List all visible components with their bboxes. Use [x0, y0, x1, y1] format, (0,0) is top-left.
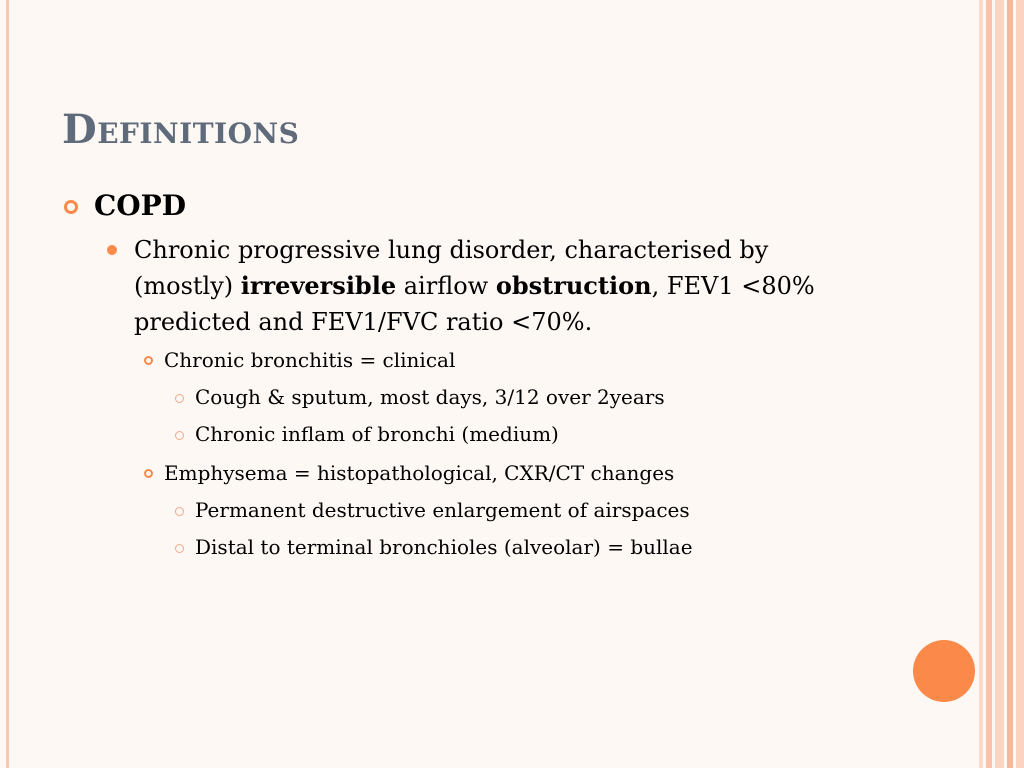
right-stripe	[1007, 0, 1013, 768]
slide-content	[62, 184, 862, 566]
irreversible-bold: irreversible	[240, 271, 397, 300]
subtype-label: Chronic bronchitis = clinical	[164, 348, 456, 372]
dot-bullet-icon	[107, 245, 117, 255]
bullet-level4	[62, 416, 862, 453]
left-border-line	[6, 0, 9, 768]
right-stripe	[1016, 0, 1024, 768]
definition-text: Chronic progressive lung disorder, characterised by (mostly) irreversible airflow obstruction, FEV1 <80% predicted and FEV1/FVC ratio <70%.	[134, 236, 815, 336]
subtype-label: Emphysema = histopathological, CXR/CT changes	[164, 461, 675, 485]
bullet-level4	[62, 492, 862, 529]
bullet-level3	[62, 342, 862, 379]
right-stripe	[979, 0, 983, 768]
subtype-detail: Distal to terminal bronchioles (alveolar) = bullae	[195, 535, 693, 559]
ring-bullet-icon	[64, 200, 78, 214]
subtype-detail: Chronic inflam of bronchi (medium)	[195, 422, 559, 446]
light-ring-bullet-icon	[175, 544, 184, 553]
right-stripe	[986, 0, 992, 768]
bullet-level3	[62, 455, 862, 492]
bullet-level4	[62, 379, 862, 416]
subtype-detail: Cough & sputum, most days, 3/12 over 2years	[195, 385, 665, 409]
copd-heading: COPD	[94, 189, 187, 222]
bullet-level4	[62, 529, 862, 566]
bullet-level1	[62, 184, 862, 228]
right-stripe	[995, 0, 1004, 768]
light-ring-bullet-icon	[175, 431, 184, 440]
decorative-circle	[913, 640, 975, 702]
subtype-detail: Permanent destructive enlargement of airspaces	[195, 498, 690, 522]
light-ring-bullet-icon	[175, 507, 184, 516]
light-ring-bullet-icon	[175, 394, 184, 403]
bullet-level2	[62, 232, 854, 340]
slide-title: Definitions	[62, 106, 300, 153]
obstruction-bold: obstruction	[495, 271, 652, 300]
small-ring-bullet-icon	[144, 356, 153, 365]
small-ring-bullet-icon	[144, 469, 153, 478]
